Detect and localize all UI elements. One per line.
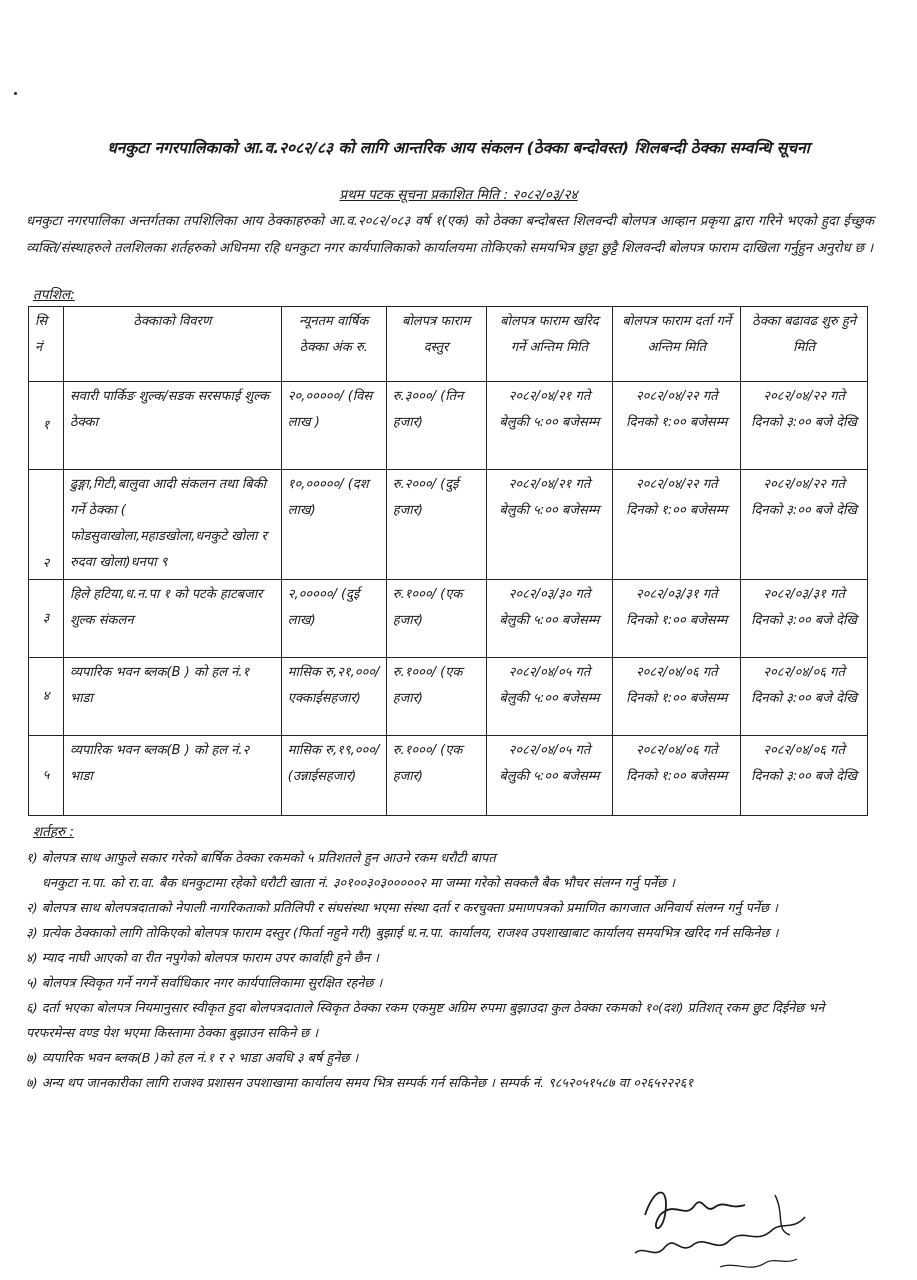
row-description: सवारी पार्किङ शुल्क/सडक सरसफाई शुल्क ठेक्का (63, 382, 281, 470)
row-register-date: २०८२/०४/२२ गते दिनको १:०० बजेसम्म (613, 470, 741, 580)
table-row (29, 580, 868, 658)
term-item: १) बोलपत्र साथ आफुले सकार गरेको बार्षिक ठेक्का रकमको ५ प्रतिशतले हुन आउने रकम धरौटी बापत (26, 851, 496, 866)
term-item: २) बोलपत्र साथ बोलपत्रदाताको नेपाली नागरिकताको प्रतिलिपी र संघसंस्था भएमा संस्था दर्ता र करचुक्ता प्रमाणपत्रको प्रमाणित कागजात अनिवार्य संलग्न गर्नु पर्नेछ । (26, 901, 778, 916)
term-item: ७) व्यपारिक भवन ब्लक(B )को हल नं.१ र २ भाडा अवधि ३ बर्ष हुनेछ । (26, 1051, 359, 1066)
row-purchase-date: २०८२/०४/०५ गते बेलुकी ५:०० बजेसम्म (486, 658, 613, 736)
header-register-date: बोलपत्र फाराम दर्ता गर्ने अन्तिम मिति (613, 307, 741, 382)
row-purchase-date: २०८२/०४/२१ गते बेलुकी ५:०० बजेसम्म (486, 382, 613, 470)
contract-table (28, 306, 868, 816)
row-fee: रु.१०००/ (एक हजार) (386, 736, 486, 816)
table-row (29, 470, 868, 580)
terms-list (26, 846, 876, 1096)
row-auction-date: २०८२/०३/३१ गते दिनको ३:०० बजे देखि (741, 580, 868, 658)
row-sn: १ (29, 382, 64, 470)
term-item: ३) प्रत्येक ठेक्काको लागि तोकिएको बोलपत्र फाराम दस्तुर (फिर्ता नहुने गरी) बुझाई ध.न.पा. कार्यालय, राजश्व उपशाखाबाट कार्यालय समयभित्र खरिद गर्न सकिनेछ । (26, 926, 779, 941)
row-description: हिले हटिया,ध.न.पा १ को पटके हाटबजार शुल्क संकलन (63, 580, 281, 658)
row-purchase-date: २०८२/०४/०५ गते बेलुकी ५:०० बजेसम्म (486, 736, 613, 816)
row-register-date: २०८२/०४/०६ गते दिनको १:०० बजेसम्म (613, 736, 741, 816)
row-amount: २,०००००/ (दुई लाख) (281, 580, 386, 658)
row-fee: रु.२०००/ (दुई हजार) (386, 470, 486, 580)
row-auction-date: २०८२/०४/०६ गते दिनको ३:०० बजे देखि (741, 736, 868, 816)
row-auction-date: २०८२/०४/०६ गते दिनको ३:०० बजे देखि (741, 658, 868, 736)
handwritten-signature (625, 1175, 825, 1275)
table-row (29, 736, 868, 816)
header-description: ठेक्काको विवरण (63, 307, 281, 382)
row-amount: २०,०००००/ (विस लाख ) (281, 382, 386, 470)
header-auction-date: ठेक्का बढावढ शुरु हुने मिति (741, 307, 868, 382)
table-row (29, 382, 868, 470)
intro-paragraph: धनकुटा नगरपालिका अन्तर्गतका तपशिलिका आय ठेक्काहरुको आ.व.२०८२/०८३ वर्ष १(एक) को ठेक्का बन्दोबस्त शिलवन्दी बोलपत्र आव्हान प्रकृया द्वारा गरिने भएको हुदा ईच्छुक व्यक्ति/संस्थाहरुले तलशिलका शर्तहरुको अधिनमा रहि धनकुटा नगर कार्यपालिकाको कार्यालयमा तोकिएको समयभित्र छुट्टा छुट्टै शिलवन्दी बोलपत्र फाराम दाखिला गर्नुहुन अनुरोध छ । (26, 214, 874, 256)
row-auction-date: २०८२/०४/२२ गते दिनको ३:०० बजे देखि (741, 470, 868, 580)
row-fee: रु.३०००/ (तिन हजार) (386, 382, 486, 470)
row-description: व्यपारिक भवन ब्लक(B ) को हल नं.२ भाडा (63, 736, 281, 816)
term-item: ६) दर्ता भएका बोलपत्र नियमानुसार स्वीकृत हुदा बोलपत्रदाताले स्विकृत ठेक्का रकम एकमुष्ट अग्रिम रुपमा बुझाउदा कुल ठेक्का रकमको १०(दश) प्रतिशत् रकम छुट दिईनेछ भने परफरमेन्स वण्ड पेश भएमा किस्तामा ठेक्का बुझाउन सकिने छ । (26, 1001, 825, 1041)
table-header-row (29, 307, 868, 382)
term-item: ५) बोलपत्र स्विकृत गर्ने नगर्ने सर्वाधिकार नगर कार्यपालिकामा सुरक्षित रहनेछ । (26, 976, 383, 991)
row-description: ढुङ्गा,गिटी,बालुवा आदी संकलन तथा बिकी गर्ने ठेक्का ( फोडसुवाखोला,महाडखोला,धनकुटे खोला र रुदवा खोला)धनपा ९ (63, 470, 281, 580)
scan-speck (14, 92, 17, 95)
row-sn: ५ (29, 736, 64, 816)
term-item: ४) म्याद नाघी आएको वा रीत नपुगेको बोलपत्र फाराम उपर कार्वाही हुने छैन । (26, 951, 379, 966)
row-amount: १०,०००००/ (दश लाख) (281, 470, 386, 580)
header-amount: न्यूनतम वार्षिक ठेक्का अंक रु. (281, 307, 386, 382)
header-purchase-date: बोलपत्र फाराम खरिद गर्ने अन्तिम मिति (486, 307, 613, 382)
row-sn: ३ (29, 580, 64, 658)
row-amount: मासिक रु,२१,०००/ एक्काईसहजार) (281, 658, 386, 736)
publish-date-line (0, 185, 917, 203)
row-fee: रु.१०००/ (एक हजार) (386, 658, 486, 736)
row-fee: रु.१०००/ (एक हजार) (386, 580, 486, 658)
row-sn: २ (29, 470, 64, 580)
terms-heading: शर्तहरु : (33, 824, 74, 840)
header-sn: सि नं (29, 307, 64, 382)
row-auction-date: २०८२/०४/२२ गते दिनको ३:०० बजे देखि (741, 382, 868, 470)
publish-date: प्रथम पटक सूचना प्रकाशित मिति : २०८२/०३/२४ (339, 187, 578, 203)
row-register-date: २०८२/०४/२२ गते दिनको १:०० बजेसम्म (613, 382, 741, 470)
term-item: धनकुटा न.पा. को रा.वा. बैक धनकुटामा रहेको धरौटी खाता नं. ३०१००३०३०००००२ मा जम्मा गरेको सक्कलै बैक भौचर संलग्न गर्नु पर्नेछ । (42, 876, 676, 891)
details-label: तपशिल: (33, 287, 75, 303)
row-purchase-date: २०८२/०३/३० गते बेलुकी ५:०० बजेसम्म (486, 580, 613, 658)
row-purchase-date: २०८२/०४/२१ गते बेलुकी ५:०० बजेसम्म (486, 470, 613, 580)
row-register-date: २०८२/०४/०६ गते दिनको १:०० बजेसम्म (613, 658, 741, 736)
row-sn: ४ (29, 658, 64, 736)
header-fee: बोलपत्र फाराम दस्तुर (386, 307, 486, 382)
row-amount: मासिक रु,१९,०००/ (उन्नाईसहजार) (281, 736, 386, 816)
row-register-date: २०८२/०३/३१ गते दिनको १:०० बजेसम्म (613, 580, 741, 658)
notice-title: धनकुटा नगरपालिकाको आ.व.२०८२/८३ को लागि आन्तरिक आय संकलन (ठेक्का बन्दोवस्त) शिलबन्दी ठेक्का सम्वन्धि सूचना (107, 139, 810, 157)
table-row (29, 658, 868, 736)
term-item: ७) अन्य थप जानकारीका लागि राजश्व प्रशासन उपशाखामा कार्यालय समय भित्र सम्पर्क गर्न सकिनेछ । सम्पर्क नं. ९८५२०५१५८७ वा ०२६५२२२६१ (26, 1076, 694, 1091)
row-description: व्यपारिक भवन ब्लक(B ) को हल नं.१ भाडा (63, 658, 281, 736)
